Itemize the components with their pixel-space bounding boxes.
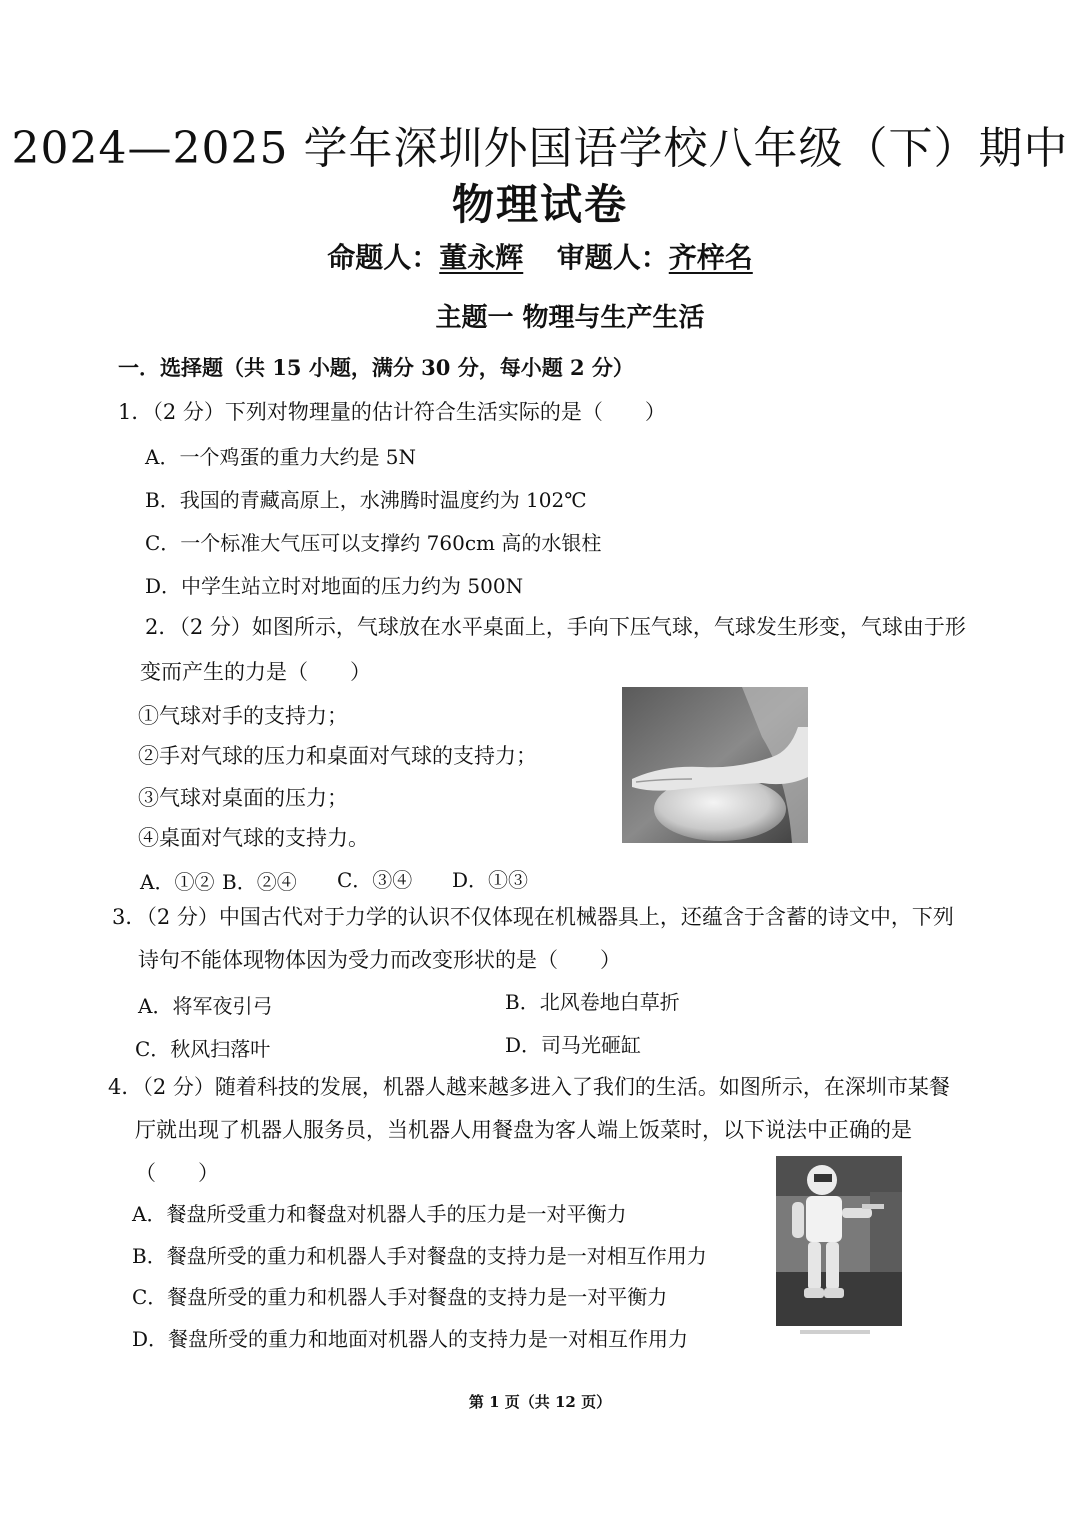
page-footer: 第 1 页（共 12 页） <box>468 1393 612 1411</box>
q2-option-c: C．③④ <box>337 868 413 892</box>
q3-option-d: D．司马光砸缸 <box>505 1033 642 1057</box>
q2-item-2: ②手对气球的压力和桌面对气球的支持力； <box>138 744 537 768</box>
exam-title: 2024—2025 学年深圳外国语学校八年级（下）期中 <box>11 123 1069 174</box>
balloon-photo <box>622 687 808 843</box>
theme-heading: 主题一 物理与生产生活 <box>435 303 705 333</box>
q4-option-b: B．餐盘所受的重力和机器人手对餐盘的支持力是一对相互作用力 <box>132 1244 707 1268</box>
q2-option-d: D．①③ <box>452 868 529 892</box>
q2-stem-line2: 变而产生的力是（ ） <box>140 660 371 684</box>
setter-name: 董永辉 <box>439 241 524 274</box>
reviewer-name: 齐梓名 <box>668 241 753 274</box>
q4-stem-line2: 厅就出现了机器人服务员，当机器人用餐盘为客人端上饭菜时，以下说法中正确的是 <box>135 1118 912 1142</box>
q4-stem-line3: （ ） <box>135 1161 219 1185</box>
q1-option-d: D．中学生站立时对地面的压力约为 500N <box>145 574 524 598</box>
q4-option-d: D．餐盘所受的重力和地面对机器人的支持力是一对相互作用力 <box>132 1327 689 1351</box>
robot-waiter-photo <box>770 1152 906 1342</box>
q2-item-4: ④桌面对气球的支持力。 <box>138 826 369 850</box>
q2-stem-line1: 2．（2 分）如图所示，气球放在水平桌面上，手向下压气球，气球发生形变，气球由于形 <box>145 615 966 639</box>
balloon-photo-drawing <box>622 687 808 843</box>
setter-label: 命题人： <box>327 241 440 274</box>
q2-item-1: ①气球对手的支持力； <box>138 704 348 728</box>
q1-option-b: B．我国的青藏高原上，水沸腾时温度约为 102℃ <box>145 488 587 512</box>
q1-option-c: C．一个标准大气压可以支撑约 760cm 高的水银柱 <box>145 531 602 555</box>
q4-option-a: A．餐盘所受重力和餐盘对机器人手的压力是一对平衡力 <box>132 1202 627 1226</box>
q3-stem-line2: 诗句不能体现物体因为受力而改变形状的是（ ） <box>138 948 621 972</box>
q2-option-b: B．②④ <box>222 870 297 894</box>
q3-option-b: B．北风卷地白草折 <box>505 990 680 1014</box>
exam-subtitle: 物理试卷 <box>451 180 628 229</box>
section-heading: 一．选择题（共 15 小题，满分 30 分，每小题 2 分） <box>118 355 634 380</box>
robot-photo-drawing <box>770 1152 906 1342</box>
q1-stem: 1．（2 分）下列对物理量的估计符合生活实际的是（ ） <box>118 400 666 424</box>
q3-option-c: C．秋风扫落叶 <box>135 1037 271 1061</box>
q4-stem-line1: 4．（2 分）随着科技的发展，机器人越来越多进入了我们的生活。如图所示，在深圳市某餐 <box>108 1075 950 1099</box>
q4-option-c: C．餐盘所受的重力和机器人手对餐盘的支持力是一对平衡力 <box>132 1285 668 1309</box>
reviewer-label: 审题人： <box>556 241 669 274</box>
q2-item-3: ③气球对桌面的压力； <box>138 786 348 810</box>
authors-line <box>0 236 1080 276</box>
q3-stem-line1: 3．（2 分）中国古代对于力学的认识不仅体现在机械器具上，还蕴含于含蓄的诗文中，下列 <box>112 905 954 929</box>
q2-option-a: A．①② <box>140 870 215 894</box>
q1-option-a: A．一个鸡蛋的重力大约是 5N <box>145 445 417 469</box>
q3-option-a: A．将军夜引弓 <box>138 994 273 1018</box>
